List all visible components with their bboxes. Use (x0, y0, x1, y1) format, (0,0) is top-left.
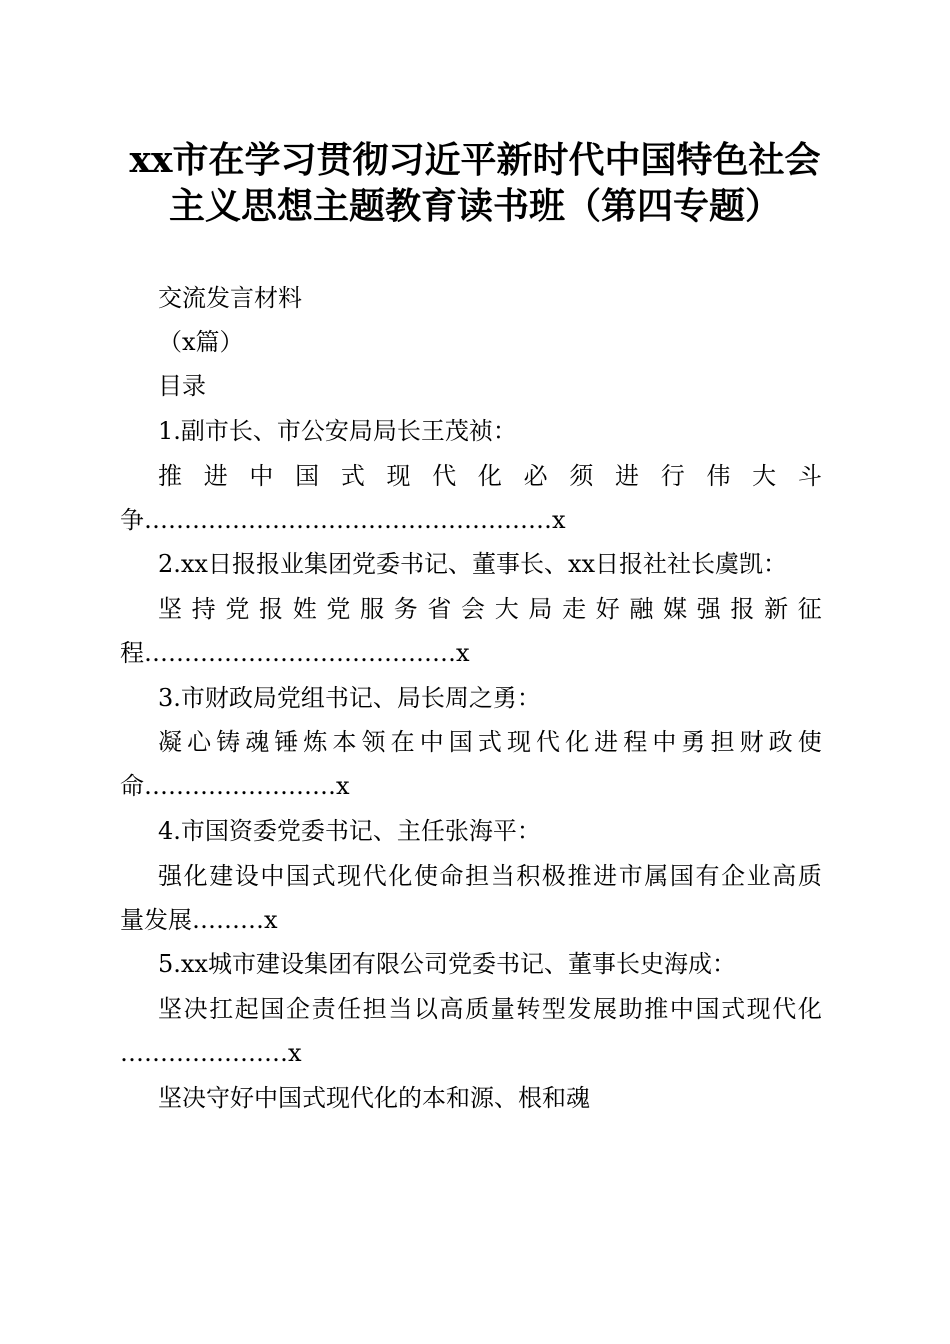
article-count: （x篇） (158, 328, 244, 356)
toc-speaker-4: 4.市国资委党委书记、主任张海平： (158, 817, 541, 845)
toc-topic-5: 坚 决 扛 起 国 企 责 任 担 当 以 高 质 量 转 型 发 展 助 推 中 国 式 现 代 化 (158, 995, 822, 1023)
toc-topic-2-continued: 程…………………………………x (120, 639, 470, 667)
toc-topic-3-continued: 命……………………x (120, 772, 350, 800)
toc-heading: 目录 (158, 372, 206, 400)
toc-topic-3: 凝 心 铸 魂 锤 炼 本 领 在 中 国 式 现 代 化 进 程 中 勇 担 财 政 使 (158, 728, 822, 756)
toc-speaker-2: 2.xx日报报业集团党委书记、董事长、xx日报社社长虞凯： (158, 550, 788, 578)
subtitle: 交流发言材料 (158, 284, 302, 312)
toc-topic-1: 推 进 中 国 式 现 代 化 必 须 进 行 伟 大 斗 (158, 462, 822, 490)
toc-topic-5-continued: …………………x (120, 1039, 302, 1067)
toc-speaker-3: 3.市财政局党组书记、局长周之勇： (158, 684, 541, 712)
toc-topic-1-continued: 争……………………………………………x (120, 506, 566, 534)
toc-topic-4: 强 化 建 设 中 国 式 现 代 化 使 命 担 当 积 极 推 进 市 属 国 有 企 业 高 质 (158, 862, 822, 890)
document-title-line-2: 主义思想主题教育读书班（第四专题） (168, 185, 781, 227)
document-title-line-1: xx市在学习贯彻习近平新时代中国特色社会 (129, 139, 821, 181)
toc-speaker-5: 5.xx城市建设集团有限公司党委书记、董事长史海成： (158, 950, 736, 978)
toc-topic-4-continued: 量发展………x (120, 906, 278, 934)
toc-topic-2: 坚 持 党 报 姓 党 服 务 省 会 大 局 走 好 融 媒 强 报 新 征 (158, 595, 822, 623)
toc-speaker-1: 1.副市长、市公安局局长王茂祯： (158, 417, 517, 445)
body-last-line: 坚决守好中国式现代化的本和源、根和魂 (158, 1084, 590, 1112)
